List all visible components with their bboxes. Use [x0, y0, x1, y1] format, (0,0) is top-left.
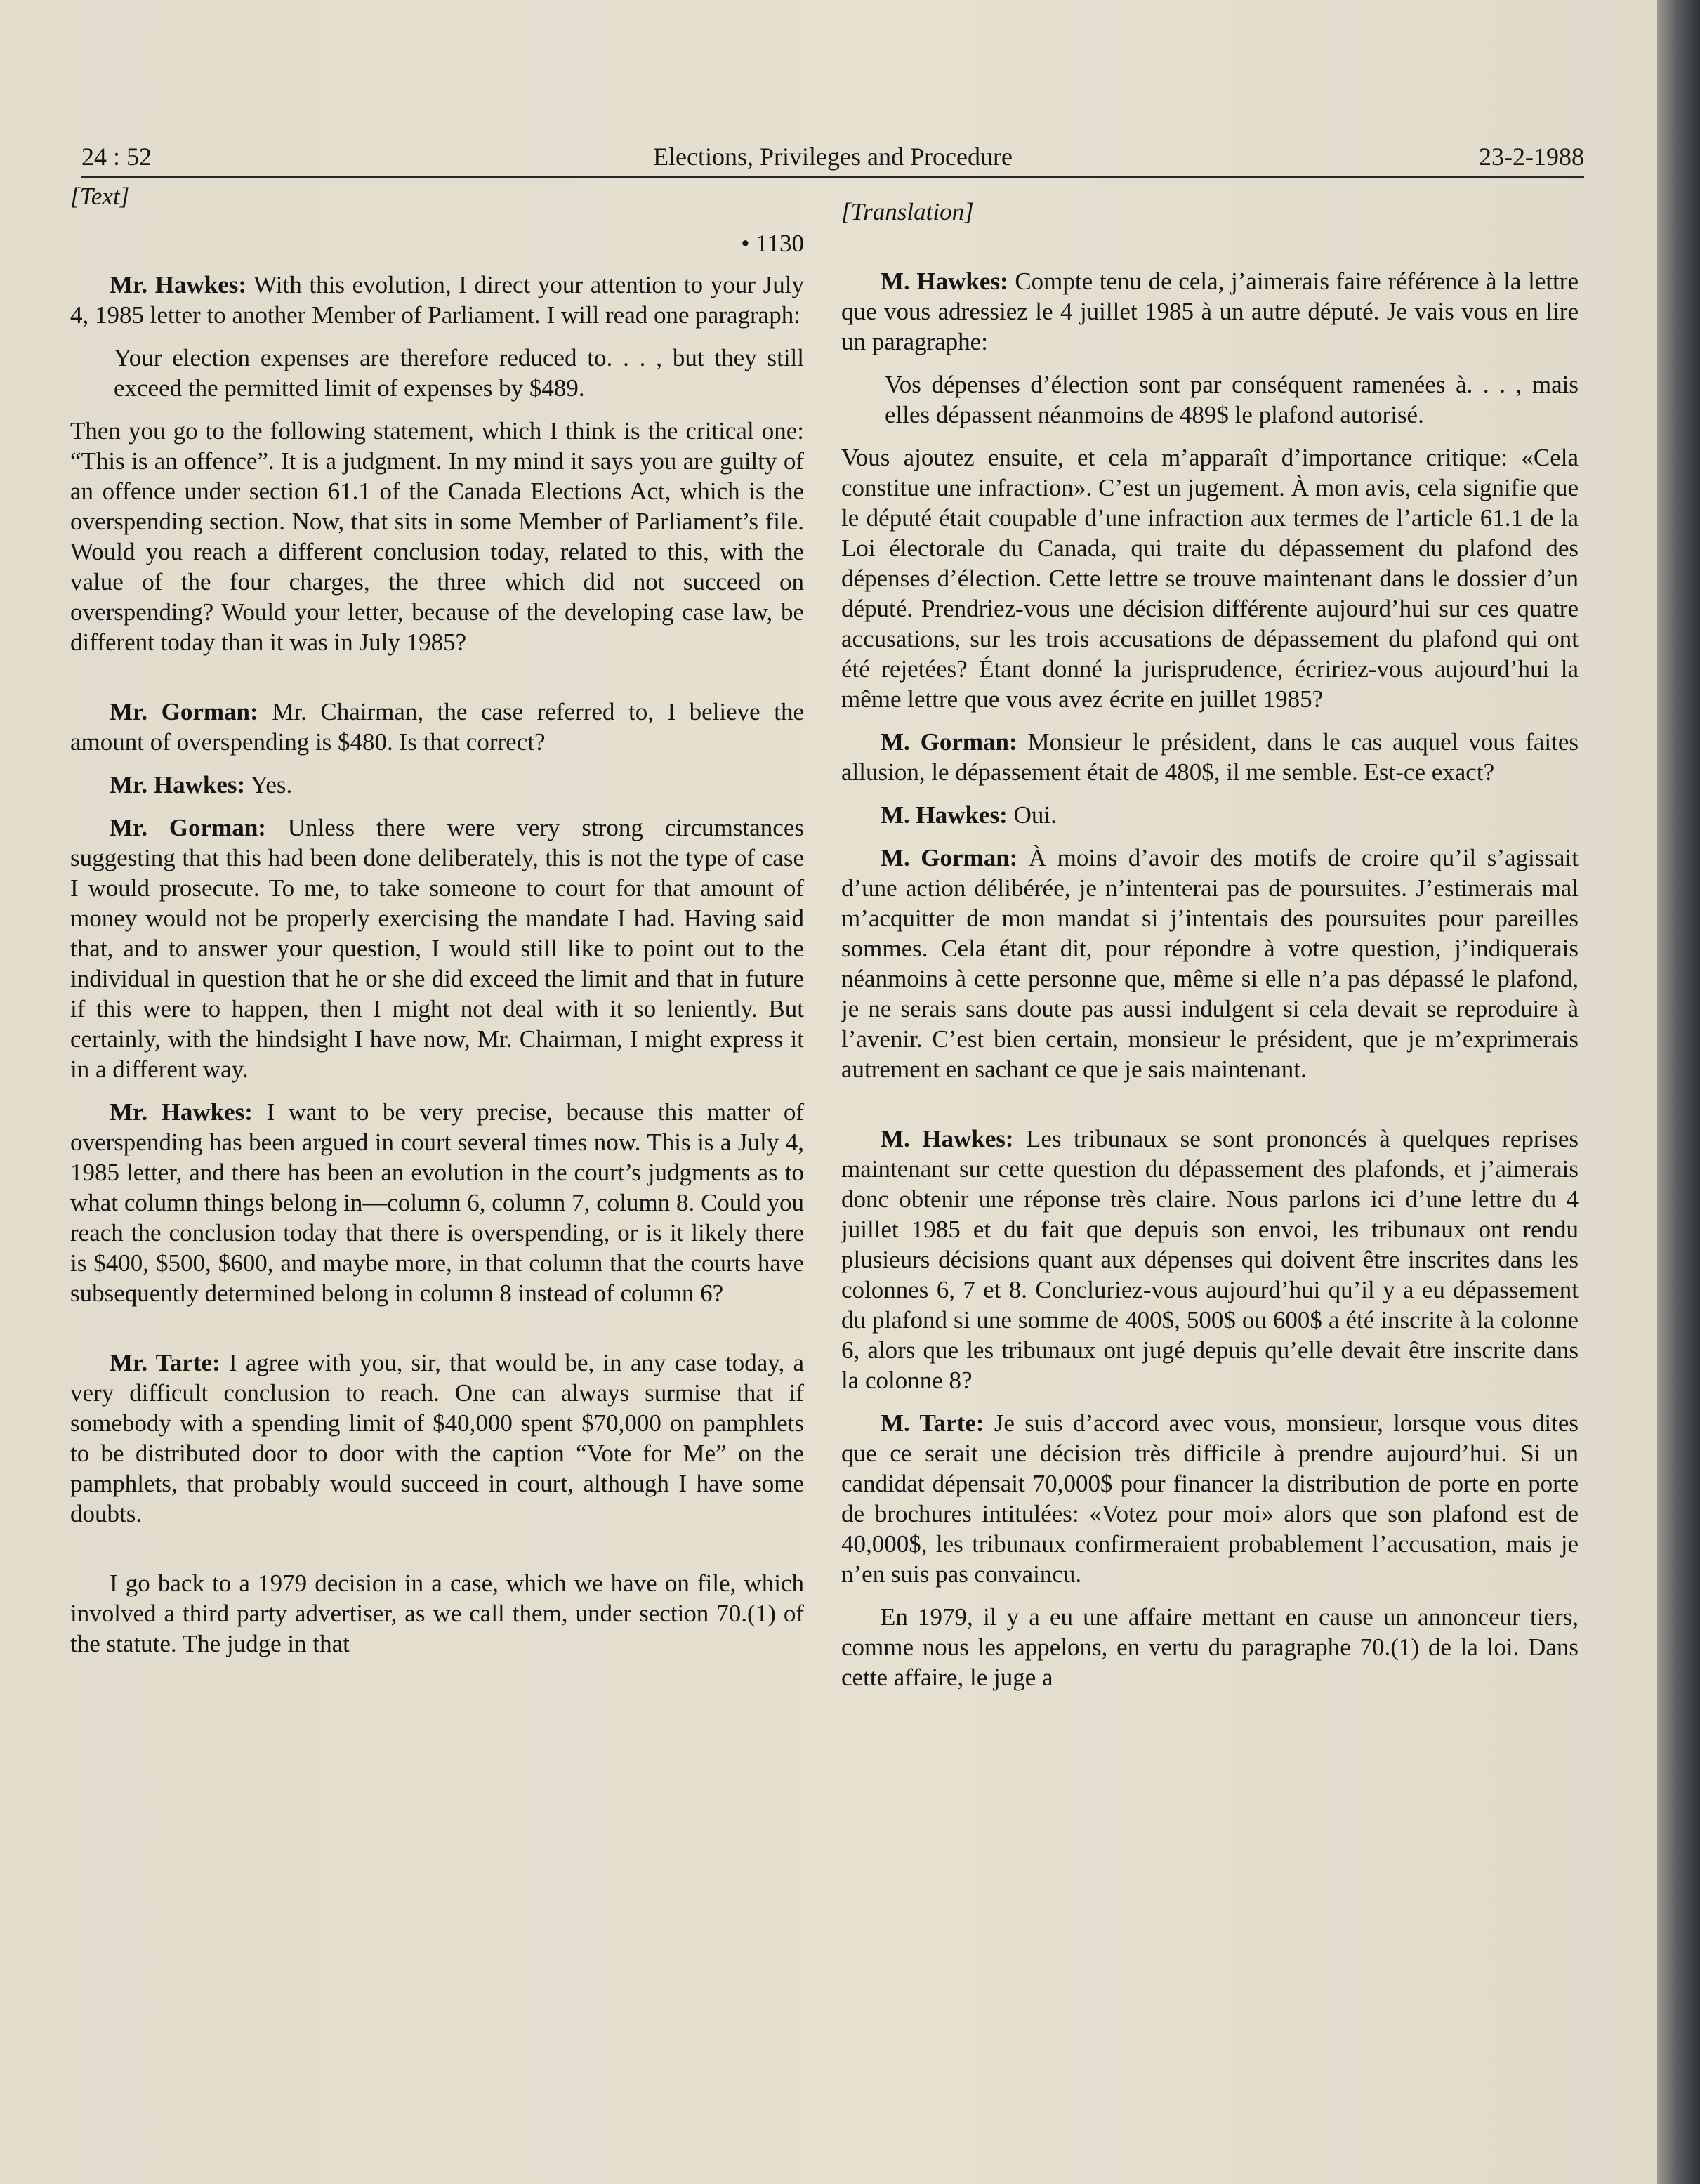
- running-title: Elections, Privileges and Procedure: [653, 143, 1013, 171]
- paragraph: [841, 1408, 1579, 1589]
- paragraph: [70, 1348, 804, 1529]
- speech-text: Monsieur le président, dans le cas auquel vous faites allusion, le dépassement était de 480$, il me semble. Est-ce exact?: [841, 728, 1579, 786]
- speech-text: À moins d’avoir des motifs de croire qu’il s’agissait d’une action délibérée, je n’intenterai pas de poursuites. J’estimerais mal m’acquitter de mon mandat si j’intentais des poursuites pour pareilles sommes. Cela étant dit, pour répondre à votre question, j’indiquerais néanmoins à cette personne que, même si elle n’a pas dépassé le plafond, je ne serais sans doute pas aussi indulgent si cela devait se reproduire à l’avenir. C’est bien certain, monsieur le président, que je m’exprimerais autrement en sachant ce que je sais maintenant.: [841, 844, 1579, 1083]
- speech-text: Les tribunaux se sont prononcés à quelques reprises maintenant sur cette question du dépassement des plafonds, et j’aimerais donc obtenir une réponse très claire. Nous parlons ici d’une lettre du 4 juillet 1985 et du fait que depuis son envoi, les tribunaux ont rendu plusieurs décisions quant aux dépenses qui doivent être inscrites dans les colonnes 6, 7 et 8. Concluriez-vous aujourd’hui qu’il y a eu dépassement du plafond si une somme de 400$, 500$ ou 600$ a été inscrite à la colonne 6, alors que les tribunaux ont jugé depuis qu’elle devait être inscrite dans la colonne 8?: [841, 1125, 1579, 1394]
- speaker-name: M. Gorman:: [881, 728, 1017, 756]
- time-marker: • 1130: [741, 230, 804, 257]
- speaker-name: M. Tarte:: [881, 1409, 984, 1437]
- block-quote: Vos dépenses d’élection sont par conséquent ramenées à. . . , mais elles dépassent néanmoins de 489$ le plafond autorisé.: [885, 371, 1579, 428]
- speech-text: Je suis d’accord avec vous, monsieur, lorsque vous dites que ce serait une décision très difficile à prendre aujourd’hui. Si un candidat dépensait 70,000$ pour financer la distribution de porte en porte de brochures intitulées: «Votez pour moi» alors que son plafond est de 40,000$, les tribunaux confirmeraient probablement l’accusation, mais je n’en suis pas convaincu.: [841, 1409, 1579, 1588]
- page-number: 24 : 52: [81, 143, 152, 171]
- speaker-name: M. Hawkes:: [881, 801, 1008, 829]
- speaker-name: Mr. Hawkes:: [110, 1098, 253, 1126]
- speech-text: With this evolution, I direct your attention to your July 4, 1985 letter to another Member of Parliament. I will read one paragraph:: [70, 271, 804, 329]
- translation-label: [Translation]: [841, 198, 974, 225]
- speaker-name: Mr. Hawkes:: [110, 271, 247, 298]
- paragraph: [70, 697, 804, 757]
- speaker-name: Mr. Gorman:: [110, 698, 258, 725]
- paragraph: [70, 270, 804, 330]
- text-label: [Text]: [70, 183, 130, 210]
- header-date: 23-2-1988: [1479, 143, 1584, 171]
- speech-text: I want to be very precise, because this matter of overspending has been argued in court several times now. This is a July 4, 1985 letter, and there has been an evolution in the court’s judgments as to what column things belong in—column 6, column 7, column 8. Could you reach the conclusion today that there is overspending, or is it likely there is $400, $500, $600, and maybe more, in that column that the courts have subsequently determined belong in column 8 instead of column 6?: [70, 1098, 805, 1307]
- paragraph: [841, 800, 1579, 830]
- paragraph: [841, 843, 1579, 1084]
- paragraph: [70, 770, 804, 800]
- speaker-name: M. Hawkes:: [881, 268, 1008, 295]
- page-header: [81, 126, 1584, 178]
- paragraph: Then you go to the following statement, which I think is the critical one: “This is an offence”. It is a judgment. In my mind it says you are guilty of an offence under section 61.1 of the Canada Elections Act, which is the overspending section. Now, that sits in some Member of Parliament’s file. Would you reach a different conclusion today, related to this, with the value of the four charges, the three which did not succeed on overspending? Would your letter, because of the developing case law, be different today than it was in July 1985?: [70, 417, 804, 656]
- paragraph: [70, 1097, 804, 1308]
- paragraph: [841, 266, 1579, 357]
- paragraph: I go back to a 1979 decision in a case, which we have on file, which involved a third party advertiser, as we call them, under section 70.(1) of the statute. The judge in that: [70, 1570, 804, 1657]
- block-quote: Your election expenses are therefore reduced to. . . , but they still exceed the permitted limit of expenses by $489.: [114, 344, 804, 402]
- speaker-name: Mr. Tarte:: [110, 1349, 220, 1376]
- speech-text: Yes.: [250, 771, 293, 798]
- speaker-name: M. Gorman:: [881, 844, 1018, 871]
- speech-text: I agree with you, sir, that would be, in any case today, a very difficult conclusion to reach. One can always surmise that if somebody with a spending limit of $40,000 spent $70,000 on pamphlets to be distributed door to door with the caption “Vote for Me” on the pamphlets, that probably would succeed in court, although I have some doubts.: [70, 1349, 804, 1527]
- french-column: [841, 197, 1579, 1705]
- paragraph: [841, 727, 1579, 787]
- speech-text: Unless there were very strong circumstances suggesting that this had been done deliberately, this is not the type of case I would prosecute. To me, to take someone to court for that amount of money would not be properly exercising the mandate I had. Having said that, and to answer your question, I would still like to point out to the individual in question that he or she did exceed the limit and that in future if this were to happen, then I might not deal with it so leniently. But certainly, with the hindsight I have now, Mr. Chairman, I might express it in a different way.: [70, 814, 804, 1083]
- speaker-name: Mr. Gorman:: [110, 814, 266, 841]
- paragraph: En 1979, il y a eu une affaire mettant en cause un annonceur tiers, comme nous les appelons, en vertu du paragraphe 70.(1) de la loi. Dans cette affaire, le juge a: [841, 1603, 1579, 1691]
- speaker-name: M. Hawkes:: [881, 1125, 1014, 1152]
- paragraph: [70, 813, 804, 1084]
- speech-text: Oui.: [1013, 801, 1057, 829]
- speech-text: Compte tenu de cela, j’aimerais faire référence à la lettre que vous adressiez le 4 juillet 1985 à un autre député. Je vais vous en lire un paragraphe:: [841, 268, 1579, 355]
- speaker-name: Mr. Hawkes:: [110, 771, 246, 798]
- paragraph: [841, 1124, 1579, 1395]
- speech-text: Mr. Chairman, the case referred to, I believe the amount of overspending is $480. Is that correct?: [70, 698, 805, 756]
- english-column: [70, 181, 804, 1671]
- book-binding-edge: [1657, 0, 1700, 2184]
- paragraph: Vous ajoutez ensuite, et cela m’apparaît d’importance critique: «Cela constitue une infraction». C’est un jugement. À mon avis, cela signifie que le député était coupable d’une infraction aux termes de l’article 61.1 de la Loi électorale du Canada, qui traite du dépassement du plafond des dépenses d’élection. Cette lettre se trouve maintenant dans le dossier d’un député. Prendriez-vous une décision différente aujourd’hui sur ces quatre accusations, sur les trois accusations de dépassement du plafond qui ont été rejetées? Étant donné la jurisprudence, écririez-vous aujourd’hui la même lettre que vous avez écrite en juillet 1985?: [841, 444, 1579, 713]
